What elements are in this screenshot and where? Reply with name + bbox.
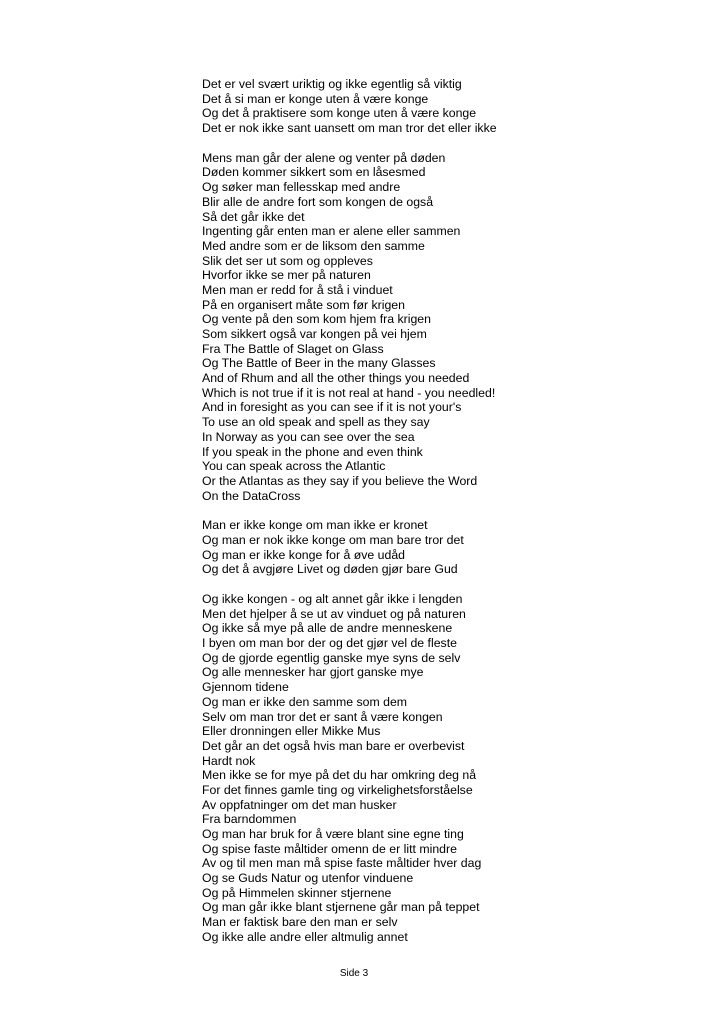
text-line: Og se Guds Natur og utenfor vinduene — [202, 871, 414, 886]
text-line: Slik det ser ut som og oppleves — [202, 253, 373, 268]
stanza — [202, 518, 682, 577]
text-line: Man er ikke konge om man ikke er kronet — [202, 518, 428, 533]
text-line: Og man går ikke blant stjernene går man på teppet — [202, 900, 480, 915]
text-line: Det går an det også hvis man bare er overbevist — [202, 738, 465, 753]
text-line: Which is not true if it is not real at hand - you needled! — [202, 385, 496, 400]
text-line: Fra barndommen — [202, 812, 297, 827]
text-line: Men man er redd for å stå i vinduet — [202, 282, 393, 297]
text-line: Og vente på den som kom hjem fra krigen — [202, 312, 431, 327]
stanza — [202, 592, 682, 945]
text-line: Ingenting går enten man er alene eller sammen — [202, 224, 461, 239]
text-line: Gjennom tidene — [202, 680, 289, 695]
text-line: Og The Battle of Beer in the many Glasses — [202, 356, 436, 371]
text-line: I byen om man bor der og det gjør vel de fleste — [202, 636, 457, 651]
text-line: Men ikke se for mye på det du har omkring deg nå — [202, 768, 477, 783]
text-line: And of Rhum and all the other things you needed — [202, 371, 470, 386]
text-line: Og ikke så mye på alle de andre menneskene — [202, 621, 453, 636]
text-line: Og ikke kongen - og alt annet går ikke i lengden — [202, 592, 463, 606]
text-line: Med andre som er de liksom den samme — [202, 238, 425, 253]
poem-body — [202, 77, 682, 960]
text-line: På en organisert måte som før krigen — [202, 297, 405, 312]
text-line: And in foresight as you can see if it is not your's — [202, 400, 462, 415]
text-line: Av og til men man må spise faste måltider hver dag — [202, 856, 482, 871]
text-line: Og det å praktisere som konge uten å være konge — [202, 106, 477, 121]
text-line: Døden kommer sikkert som en låsesmed — [202, 165, 426, 180]
page-number: Side 3 — [339, 968, 369, 979]
text-line: Man er faktisk bare den man er selv — [202, 915, 398, 930]
text-line: Og man er ikke den samme som dem — [202, 694, 408, 709]
text-line: Eller dronningen eller Mikke Mus — [202, 724, 381, 739]
text-line: Det er vel svært uriktig og ikke egentlig så viktig — [202, 77, 462, 91]
text-line: If you speak in the phone and even think — [202, 444, 423, 459]
text-line: Fra The Battle of Slaget on Glass — [202, 341, 384, 356]
text-line: Hvorfor ikke se mer på naturen — [202, 268, 371, 283]
text-line: Og man har bruk for å være blant sine egne ting — [202, 827, 464, 841]
text-line: Mens man går der alene og venter på døden — [202, 150, 446, 165]
text-line: Av oppfatninger om det man husker — [202, 797, 397, 812]
text-line: Og man er nok ikke konge om man bare tror det — [202, 532, 464, 547]
text-line: On the DataCross — [202, 488, 301, 503]
stanza — [202, 151, 682, 504]
text-line: Og ikke alle andre eller altmulig annet — [202, 929, 408, 944]
text-line: Så det går ikke det — [202, 209, 305, 224]
text-line: Og de gjorde egentlig ganske mye syns de selv — [202, 650, 461, 665]
text-line: Men det hjelper å se ut av vinduet og på naturen — [202, 606, 466, 621]
text-line: To use an old speak and spell as they say — [202, 415, 430, 430]
text-line: Og man er ikke konge for å øve udåd — [202, 547, 406, 562]
text-line: Som sikkert også var kongen på vei hjem — [202, 327, 427, 341]
text-line: In Norway as you can see over the sea — [202, 429, 415, 444]
text-line: Og spise faste måltider omenn de er litt mindre — [202, 841, 457, 856]
text-line: You can speak across the Atlantic — [202, 459, 386, 474]
text-line: Selv om man tror det er sant å være kongen — [202, 709, 443, 724]
text-line: Og alle mennesker har gjort ganske mye — [202, 665, 424, 680]
text-line: Og det å avgjøre Livet og døden gjør bare Gud — [202, 562, 458, 577]
text-line: Det å si man er konge uten å være konge — [202, 91, 429, 106]
text-line: Hardt nok — [202, 753, 256, 768]
text-line: Og på Himmelen skinner stjernene — [202, 885, 392, 900]
text-line: Or the Atlantas as they say if you believe the Word — [202, 473, 478, 488]
text-line: Og søker man fellesskap med andre — [202, 180, 401, 195]
text-line: Blir alle de andre fort som kongen de også — [202, 194, 434, 209]
text-line: Det er nok ikke sant uansett om man tror det eller ikke — [202, 121, 497, 136]
text-line: For det finnes gamle ting og virkelighetsforståelse — [202, 782, 473, 797]
stanza — [202, 77, 682, 136]
